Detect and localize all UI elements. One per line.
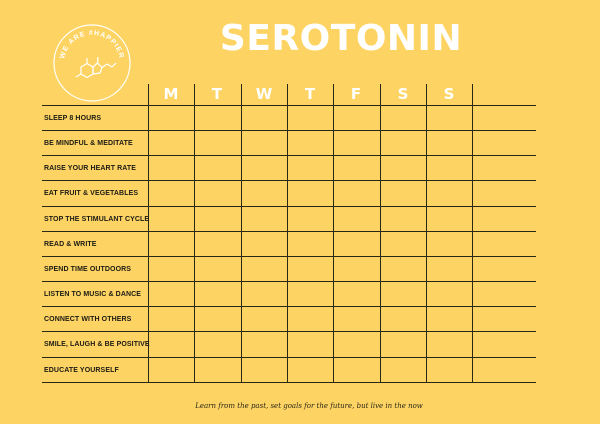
habit-label: BE MINDFUL & MEDITATE: [44, 140, 133, 148]
tracker-cell[interactable]: [195, 257, 241, 282]
habit-label: CONNECT WITH OTHERS: [44, 316, 132, 324]
tracker-cell[interactable]: [195, 131, 241, 156]
habit-label: RAISE YOUR HEART RATE: [44, 165, 137, 173]
tracker-cell[interactable]: [288, 181, 334, 206]
habit-label: SMILE, LAUGH & BE POSITIVE: [44, 341, 150, 349]
tracker-cell[interactable]: [149, 232, 195, 257]
tracker-cell[interactable]: [149, 332, 195, 357]
tracker-cell[interactable]: [288, 332, 334, 357]
tracker-cell[interactable]: [195, 106, 241, 131]
tracker-cell[interactable]: [288, 207, 334, 232]
tracker-cell[interactable]: [149, 282, 195, 307]
tracker-cell[interactable]: [242, 307, 288, 332]
tracker-cell[interactable]: [427, 358, 473, 383]
tracker-cell[interactable]: [334, 307, 380, 332]
habit-label: READ & WRITE: [44, 240, 97, 248]
tracker-cell[interactable]: [381, 131, 427, 156]
day-header-0: M: [163, 85, 179, 103]
tracker-cell[interactable]: [242, 232, 288, 257]
tracker-cell[interactable]: [381, 358, 427, 383]
tracker-cell[interactable]: [242, 181, 288, 206]
tracker-cell[interactable]: [334, 106, 380, 131]
tracker-cell[interactable]: [195, 181, 241, 206]
tracker-cell[interactable]: [149, 307, 195, 332]
tracker-cell[interactable]: [149, 358, 195, 383]
tracker-cell[interactable]: [288, 358, 334, 383]
habit-label: SPEND TIME OUTDOORS: [44, 265, 132, 273]
habit-label: SLEEP 8 HOURS: [44, 115, 102, 122]
tracker-cell[interactable]: [334, 181, 380, 206]
tracker-cell[interactable]: [288, 282, 334, 307]
tracker-cell[interactable]: [334, 207, 380, 232]
footer-quote: Learn from the past, set goals for the future, but live in the now: [195, 402, 423, 410]
tracker-cell[interactable]: [195, 207, 241, 232]
tracker-cell[interactable]: [381, 257, 427, 282]
habit-label: EDUCATE YOURSELF: [44, 366, 119, 374]
habit-label: LISTEN TO MUSIC & DANCE: [44, 291, 142, 299]
tracker-cell[interactable]: [149, 181, 195, 206]
tracker-cell[interactable]: [427, 207, 473, 232]
tracker-cell[interactable]: [195, 156, 241, 181]
tracker-cell[interactable]: [242, 332, 288, 357]
habit-label: EAT FRUIT & VEGETABLES: [44, 190, 139, 198]
tracker-cell[interactable]: [242, 257, 288, 282]
tracker-cell[interactable]: [195, 307, 241, 332]
day-header-6: S: [443, 85, 455, 103]
tracker-cell[interactable]: [334, 332, 380, 357]
tracker-cell[interactable]: [334, 257, 380, 282]
tracker-cell[interactable]: [381, 106, 427, 131]
tracker-cell[interactable]: [427, 156, 473, 181]
page-title: SEROTONIN: [219, 18, 463, 59]
tracker-cell[interactable]: [427, 131, 473, 156]
tracker-cell[interactable]: [149, 257, 195, 282]
tracker-cell[interactable]: [149, 156, 195, 181]
tracker-cell[interactable]: [381, 282, 427, 307]
tracker-cell[interactable]: [427, 232, 473, 257]
tracker-cell[interactable]: [149, 131, 195, 156]
day-header-5: S: [397, 85, 409, 103]
tracker-cell[interactable]: [334, 131, 380, 156]
tracker-cell[interactable]: [288, 232, 334, 257]
tracker-cell[interactable]: [334, 232, 380, 257]
tracker-cell[interactable]: [381, 207, 427, 232]
tracker-cell[interactable]: [288, 307, 334, 332]
day-header-4: F: [350, 85, 362, 103]
tracker-cell[interactable]: [427, 257, 473, 282]
tracker-cell[interactable]: [334, 282, 380, 307]
tracker-cell[interactable]: [427, 307, 473, 332]
tracker-cell[interactable]: [288, 257, 334, 282]
tracker-cell[interactable]: [195, 332, 241, 357]
tracker-cell[interactable]: [195, 282, 241, 307]
day-header-1: T: [211, 85, 223, 103]
tracker-cell[interactable]: [427, 106, 473, 131]
tracker-cell[interactable]: [242, 207, 288, 232]
tracker-cell[interactable]: [381, 232, 427, 257]
tracker-cell[interactable]: [288, 131, 334, 156]
tracker-cell[interactable]: [334, 156, 380, 181]
tracker-cell[interactable]: [334, 358, 380, 383]
tracker-cell[interactable]: [381, 332, 427, 357]
tracker-cell[interactable]: [242, 358, 288, 383]
day-header-2: W: [255, 85, 273, 103]
day-header-3: T: [304, 85, 316, 103]
tracker-cell[interactable]: [195, 358, 241, 383]
tracker-cell[interactable]: [242, 282, 288, 307]
tracker-cell[interactable]: [381, 307, 427, 332]
tracker-cell[interactable]: [242, 106, 288, 131]
tracker-cell[interactable]: [242, 156, 288, 181]
tracker-cell[interactable]: [149, 106, 195, 131]
logo-text: WE ARE #HAPPIER: [59, 29, 125, 60]
tracker-cell[interactable]: [195, 232, 241, 257]
tracker-cell[interactable]: [427, 181, 473, 206]
tracker-cell[interactable]: [381, 156, 427, 181]
tracker-cell[interactable]: [288, 106, 334, 131]
tracker-cell[interactable]: [381, 181, 427, 206]
habit-label: STOP THE STIMULANT CYCLE: [44, 215, 150, 223]
tracker-cell[interactable]: [427, 332, 473, 357]
tracker-cell[interactable]: [242, 131, 288, 156]
tracker-cell[interactable]: [149, 207, 195, 232]
tracker-cell[interactable]: [288, 156, 334, 181]
tracker-cell[interactable]: [427, 282, 473, 307]
